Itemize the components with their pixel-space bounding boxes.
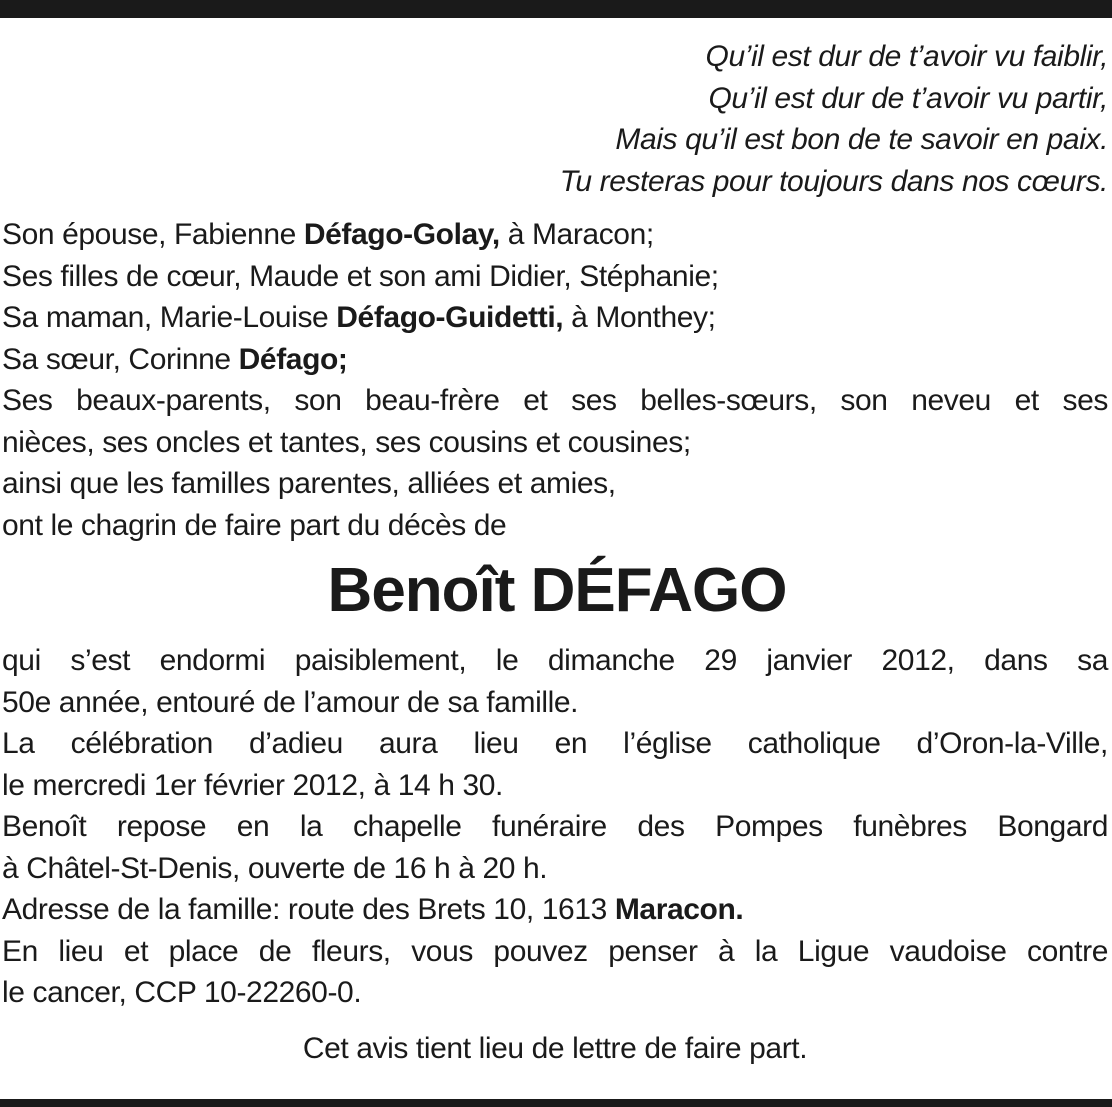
rest-line-1: Benoît repose en la chapelle funéraire des Pompes funèbres Bongard xyxy=(2,810,1108,843)
mother-name: Défago-Guidetti, xyxy=(336,301,564,334)
family-address: Adresse de la famille: route des Brets 10, 1613 Maracon. xyxy=(2,893,744,926)
family-mother: Sa maman, Marie-Louise Défago-Guidetti, à Monthey; xyxy=(2,301,716,334)
memorial-poem xyxy=(2,36,1108,202)
family-spouse: Son épouse, Fabienne Défago-Golay, à Maracon; xyxy=(2,218,654,251)
donation-line-1: En lieu et place de fleurs, vous pouvez penser à la Ligue vaudoise contre xyxy=(2,934,1108,968)
poem-line-3: Mais qu’il est bon de te savoir en paix. xyxy=(615,123,1108,156)
death-line-1: qui s’est endormi paisiblement, le dimanche 29 janvier 2012, dans sa xyxy=(2,644,1108,677)
deceased-name: Benoît DÉFAGO xyxy=(327,556,787,625)
footer-note: Cet avis tient lieu de lettre de faire part. xyxy=(302,1031,808,1065)
poem-line-2: Qu’il est dur de t’avoir vu partir, xyxy=(708,81,1108,115)
poem-line-1: Qu’il est dur de t’avoir vu faiblir, xyxy=(705,40,1108,73)
family-list xyxy=(2,214,1108,546)
obituary-notice xyxy=(2,36,1108,1069)
ceremony-line-1: La célébration d’adieu aura lieu en l’église catholique d’Oron-la-Ville, xyxy=(2,727,1108,760)
top-border-rule xyxy=(0,0,1112,18)
donation-line-2: le cancer, CCP 10-22260-0. xyxy=(2,976,362,1009)
sister-name: Défago; xyxy=(238,342,348,376)
death-line-2: 50e année, entouré de l’amour de sa famille. xyxy=(2,685,579,719)
funeral-details xyxy=(2,640,1108,1014)
address-place: Maracon. xyxy=(614,893,744,926)
family-daughters: Ses filles de cœur, Maude et son ami Didier, Stéphanie; xyxy=(2,259,719,293)
announcement-line: ont le chagrin de faire part du décès de xyxy=(2,508,507,542)
family-inlaws-line-2: nièces, ses oncles et tantes, ses cousins et cousines; xyxy=(2,425,691,459)
ceremony-line-2: le mercredi 1er février 2012, à 14 h 30. xyxy=(2,768,503,802)
family-extended: ainsi que les familles parentes, alliées et amies, xyxy=(2,467,616,500)
poem-line-4: Tu resteras pour toujours dans nos cœurs. xyxy=(559,164,1108,198)
family-sister: Sa sœur, Corinne Défago; xyxy=(2,342,348,376)
rest-line-2: à Châtel-St-Denis, ouverte de 16 h à 20 h. xyxy=(2,851,548,885)
bottom-border-rule xyxy=(0,1099,1112,1107)
spouse-name: Défago-Golay, xyxy=(303,218,500,251)
family-inlaws-line-1: Ses beaux-parents, son beau-frère et ses belles-sœurs, son neveu et ses xyxy=(2,384,1108,417)
